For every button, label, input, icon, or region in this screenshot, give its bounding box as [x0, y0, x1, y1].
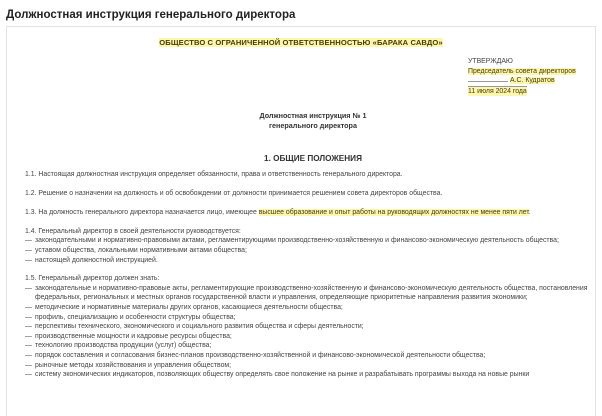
approval-label: УТВЕРЖДАЮ	[468, 58, 513, 65]
list-item: — перспективы технического, экономического и социального развития общества и сферы деятельности;	[25, 322, 597, 332]
document-heading	[0, 111, 602, 130]
approval-block	[468, 57, 576, 96]
list-item: — законодательные и нормативно-правовые акты, регламентирующие производственно-хозяйственную и финансово-экономическую деятельность общества, постановления федеральных, региональных и местных органов государственной власти и управления, определяющие приоритетные направления развития экономики;	[25, 284, 597, 303]
organization-name	[0, 38, 602, 47]
list-item: — уставом общества, локальными нормативными актами общества;	[25, 246, 597, 256]
approval-date: 11 июля 2024 года	[468, 87, 527, 95]
approval-signer: А.С. Кудратов	[510, 77, 555, 85]
signature-line	[468, 81, 508, 82]
list-item: — рыночные методы хозяйствования и управления обществом;	[25, 361, 597, 371]
list-item: — настоящей должностной инструкцией.	[25, 256, 597, 266]
list-item: — законодательными и нормативно-правовыми актами, регламентирующими производственно-хозяйственную и финансово-экономическую деятельность общества;	[25, 236, 597, 246]
approval-position: Председатель совета директоров	[468, 67, 576, 75]
page-title: Должностная инструкция генерального директора	[6, 9, 296, 21]
list-item: — технологию производства продукции (услуг) общества;	[25, 341, 597, 351]
paragraph-1-3	[25, 208, 597, 218]
paragraph-1-1: 1.1. Настоящая должностная инструкция определяет обязанности, права и ответственность генерального директора.	[25, 171, 403, 178]
list-item: — порядок составления и согласования бизнес-планов производственно-хозяйственной и финансово-экономической деятельности общества;	[25, 351, 597, 361]
paragraph-1-5: 1.5. Генеральный директор должен знать:	[25, 275, 160, 283]
document-heading-line1: Должностная инструкция № 1	[259, 111, 367, 120]
paragraph-1-3-prefix: 1.3. На должность генерального директора назначается лицо, имеющее	[25, 209, 259, 217]
section-heading: 1. ОБЩИЕ ПОЛОЖЕНИЯ	[264, 154, 362, 163]
document-body	[25, 170, 597, 380]
list-item: — методические и нормативные материалы других органов, касающиеся деятельности общества;	[25, 303, 597, 313]
paragraph-1-3-highlight: высшее образование и опыт работы на руководящих должностях не менее пяти лет	[258, 209, 529, 217]
list-1-4	[25, 236, 597, 265]
paragraph-1-4: 1.4. Генеральный директор в своей деятельности руководствуется:	[25, 227, 241, 235]
paragraph-1-3-suffix: .	[528, 209, 531, 217]
list-item: — систему экономических индикаторов, позволяющих обществу определять свое положение на рынке и разрабатывать программы выхода на новые рынки	[25, 370, 597, 380]
organization-name-text: ОБЩЕСТВО С ОГРАНИЧЕННОЙ ОТВЕТСТВЕННОСТЬЮ «БАРАКА САВДО»	[159, 38, 443, 47]
paragraph-1-2: 1.2. Решение о назначении на должность и об освобождении от должности принимается решением совета директоров общества.	[25, 189, 443, 197]
list-item: — профиль, специализацию и особенности структуры общества;	[25, 313, 597, 323]
list-1-5	[25, 284, 597, 380]
list-item: — производственные мощности и кадровые ресурсы общества;	[25, 332, 597, 342]
document-heading-line2: генерального директора	[269, 120, 357, 130]
